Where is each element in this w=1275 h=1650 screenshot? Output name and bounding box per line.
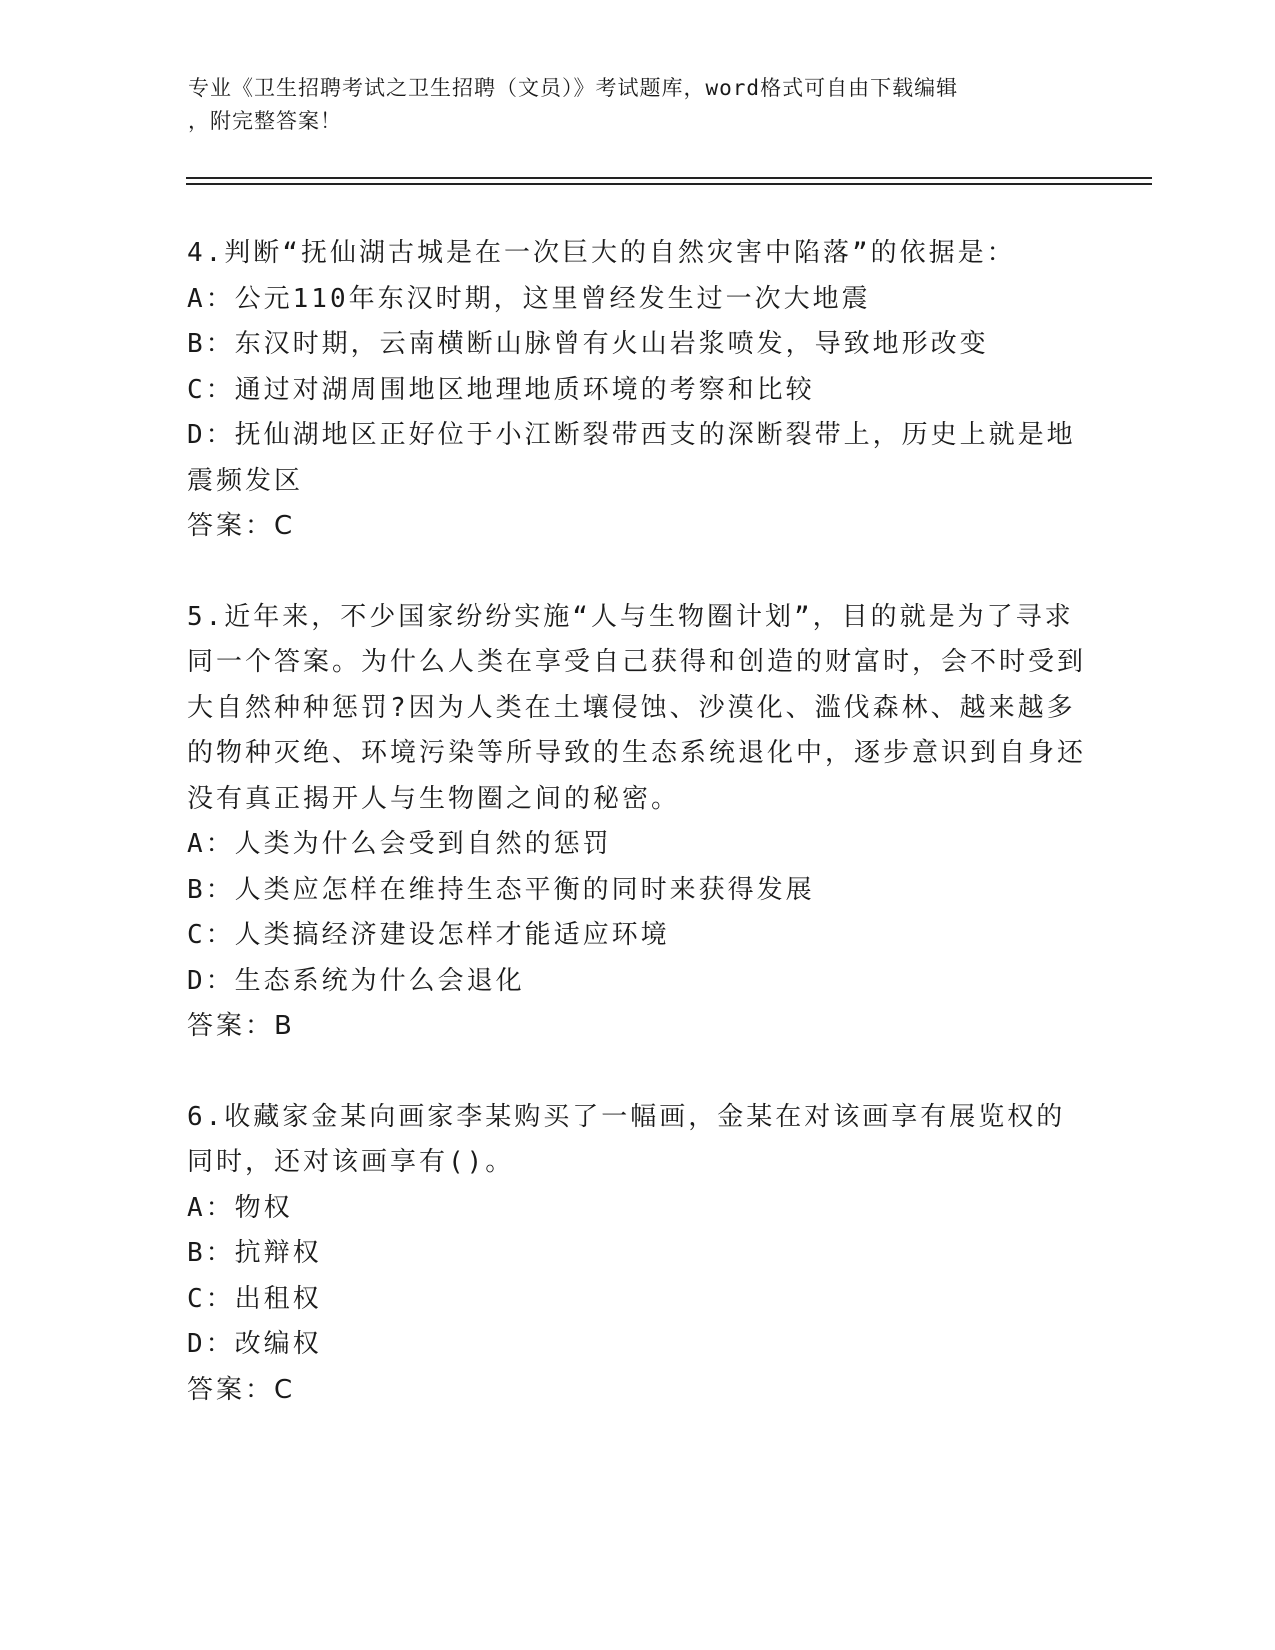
header-divider-bottom (186, 183, 1152, 185)
question-4 (187, 231, 1087, 550)
option-c: C：通过对湖周围地区地理地质环境的考察和比较 (187, 374, 815, 405)
answer: 答案：C (187, 1374, 296, 1405)
option-b: B：抗辩权 (187, 1238, 322, 1268)
header-divider-top (186, 177, 1152, 179)
option-d: D：抚仙湖地区正好位于小江断裂带西支的深断裂带上，历史上就是地震频发区 (187, 420, 1076, 496)
answer: 答案：C (187, 511, 296, 541)
option-a: A：人类为什么会受到自然的惩罚 (187, 829, 612, 859)
option-b: B：东汉时期，云南横断山脉曾有火山岩浆喷发，导致地形改变 (187, 329, 989, 359)
option-a: A：公元110年东汉时期，这里曾经发生过一次大地震 (187, 283, 871, 314)
option-a: A：物权 (187, 1192, 293, 1223)
question-text: 4.判断“抚仙湖古城是在一次巨大的自然灾害中陷落”的依据是： (187, 238, 1016, 268)
option-d: D：生态系统为什么会退化 (187, 965, 525, 996)
question-text: 6.收藏家金某向画家李某购买了一幅画，金某在对该画享有展览权的同时，还对该画享有()。 (187, 1101, 1066, 1177)
answer: 答案：B (187, 1011, 295, 1041)
option-c: C：人类搞经济建设怎样才能适应环境 (187, 920, 670, 950)
document-header (188, 72, 1088, 138)
option-d: D：改编权 (187, 1329, 322, 1359)
question-list (187, 231, 1087, 1458)
question-text: 5.近年来，不少国家纷纷实施“人与生物圈计划”，目的就是为了寻求同一个答案。为什么人类在享受自己获得和创造的财富时，会不时受到大自然种种惩罚?因为人类在土壤侵蚀、沙漠化、滥伐森林、越来越多的物种灭绝、环境污染等所导致的生态系统退化中，逐步意识到自身还没有真正揭开人与生物圈之间的秘密。 (187, 601, 1087, 814)
question-5 (187, 595, 1087, 1050)
option-c: C：出租权 (187, 1283, 322, 1314)
question-6 (187, 1095, 1087, 1414)
option-b: B：人类应怎样在维持生态平衡的同时来获得发展 (187, 874, 815, 905)
header-line-1: 专业《卫生招聘考试之卫生招聘（文员）》考试题库，word格式可自由下载编辑 (188, 76, 959, 100)
header-line-2: ，附完整答案！ (188, 109, 342, 133)
